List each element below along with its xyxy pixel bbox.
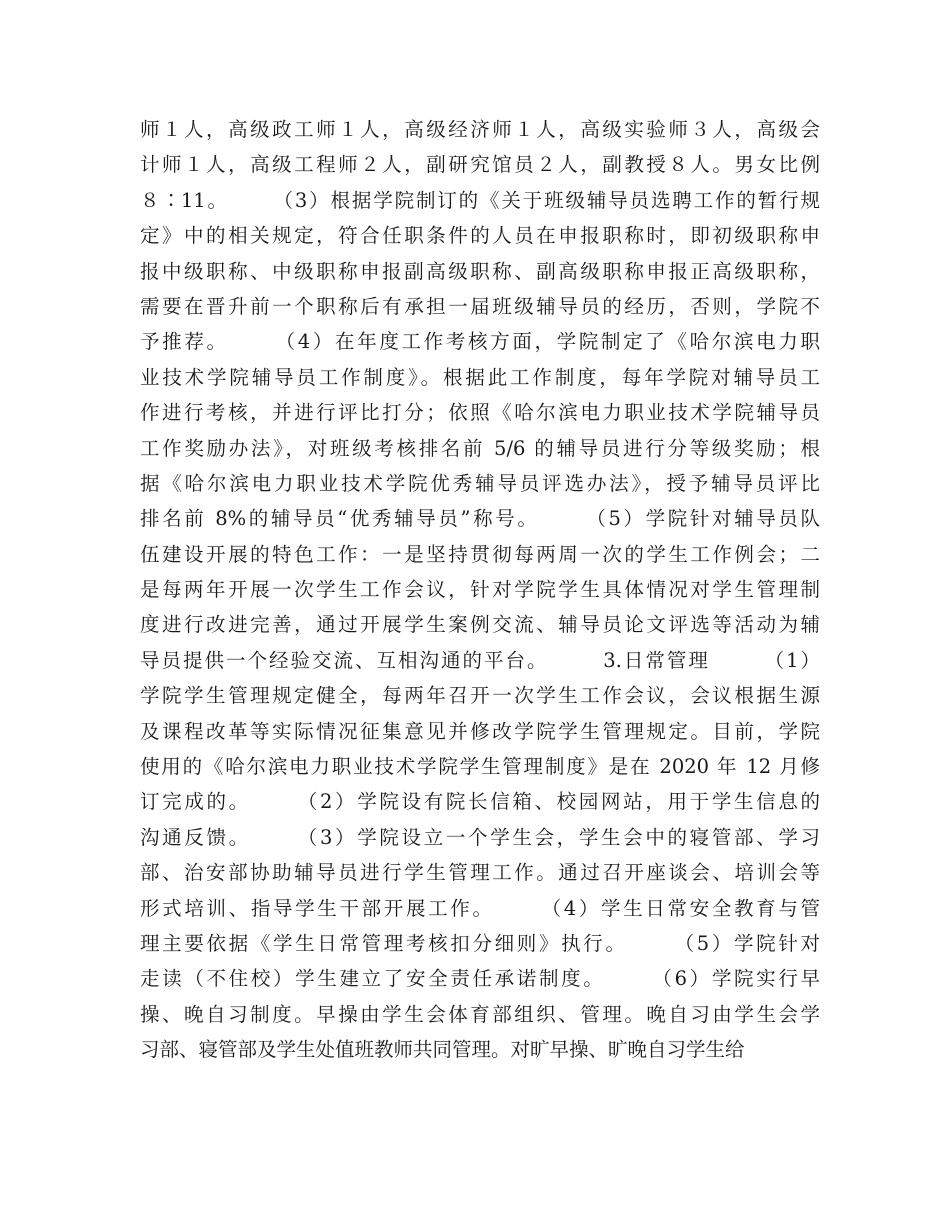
text-line: 需要在晋升前一个职称后有承担一届班级辅导员的经历，否则，学院不 xyxy=(140,294,820,318)
text-line: 师１人，高级政工师１人，高级经济师１人，高级实验师３人，高级会 xyxy=(140,118,820,141)
text-line: 业技术学院辅导员工作制度》。根据此工作制度，每年学院对辅导员工 xyxy=(140,365,820,389)
text-line: 定》中的相关规定，符合任职条件的人员在申报职称时，即初级职称申 xyxy=(140,224,820,248)
text-line: 报中级职称、中级职称申报副高级职称、副高级职称申报正高级职称， xyxy=(140,259,820,283)
text-line: 排名前 8%的辅导员“优秀辅导员”称号。 （5）学院针对辅导员队 xyxy=(140,507,820,531)
text-line: 使用的《哈尔滨电力职业技术学院学生管理制度》是在 2020 年 12 月修 xyxy=(140,755,820,779)
text-line: 导员提供一个经验交流、互相沟通的平台。 3.日常管理 （1） xyxy=(140,648,820,672)
text-line: 予推荐。 （4）在年度工作考核方面，学院制定了《哈尔滨电力职 xyxy=(140,330,820,354)
text-line: 走读（不住校）学生建立了安全责任承诺制度。 （6）学院实行早 xyxy=(140,967,820,991)
text-line: 度进行改进完善，通过开展学生案例交流、辅导员论文评选等活动为辅 xyxy=(140,613,820,637)
text-line: 工作奖励办法》，对班级考核排名前 5/6 的辅导员进行分等级奖励；根 xyxy=(140,436,820,460)
text-line: 学院学生管理规定健全，每两年召开一次学生工作会议，会议根据生源 xyxy=(140,684,820,708)
text-line: 伍建设开展的特色工作：一是坚持贯彻每两周一次的学生工作例会；二 xyxy=(140,542,820,566)
text-line: 据《哈尔滨电力职业技术学院优秀辅导员评选办法》，授予辅导员评比 xyxy=(140,471,820,495)
body-text xyxy=(140,112,820,1068)
text-line: 理主要依据《学生日常管理考核扣分细则》执行。 （5）学院针对 xyxy=(140,931,820,955)
text-line: ８∶11。 （3）根据学院制订的《关于班级辅导员选聘工作的暂行规 xyxy=(140,188,820,212)
text-line: 沟通反馈。 （3）学院设立一个学生会，学生会中的寝管部、学习 xyxy=(140,825,820,849)
text-line: 作进行考核，并进行评比打分；依照《哈尔滨电力职业技术学院辅导员 xyxy=(140,401,820,425)
text-line: 计师１人，高级工程师２人，副研究馆员２人，副教授８人。男女比例 xyxy=(140,153,820,177)
text-line: 习部、寝管部及学生处值班教师共同管理。对旷早操、旷晚自习学生给 xyxy=(140,1038,745,1062)
text-line: 是每两年开展一次学生工作会议，针对学院学生具体情况对学生管理制 xyxy=(140,578,820,602)
text-line: 形式培训、指导学生干部开展工作。 （4）学生日常安全教育与管 xyxy=(140,896,820,920)
text-line: 及课程改革等实际情况征集意见并修改学院学生管理规定。目前，学院 xyxy=(140,719,820,743)
text-line: 部、治安部协助辅导员进行学生管理工作。通过召开座谈会、培训会等 xyxy=(140,861,820,885)
text-line: 操、晚自习制度。早操由学生会体育部组织、管理。晚自习由学生会学 xyxy=(140,1002,820,1026)
text-line: 订完成的。 （2）学院设有院长信箱、校园网站，用于学生信息的 xyxy=(140,790,820,814)
